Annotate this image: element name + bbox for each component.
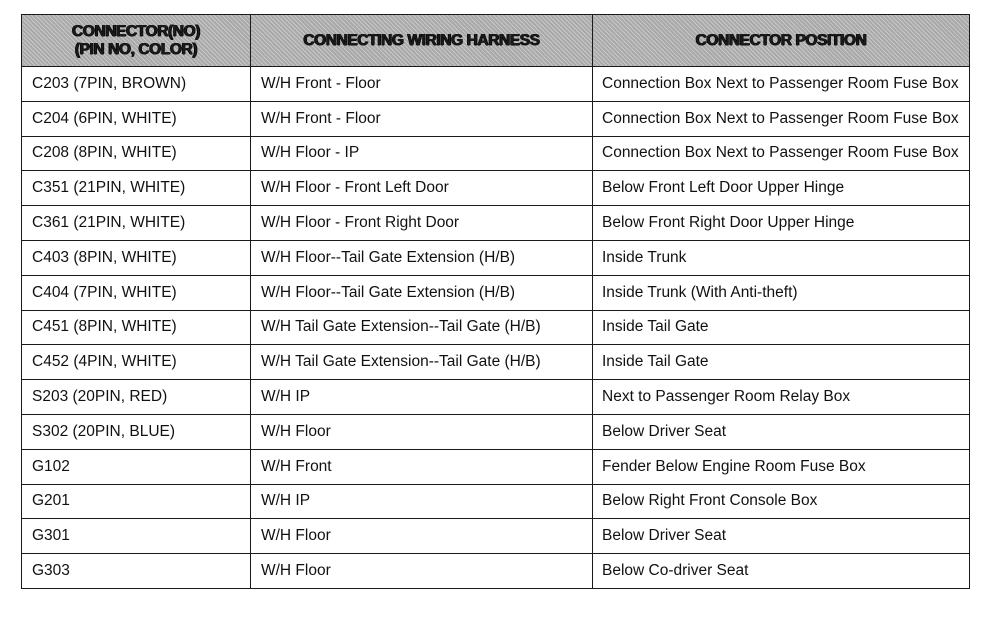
cell-harness: W/H Floor xyxy=(251,414,593,449)
table-row xyxy=(22,484,970,519)
cell-connector: C204 (6PIN, WHITE) xyxy=(22,101,251,136)
header-position: CONNECTOR POSITION xyxy=(593,15,970,67)
cell-harness: W/H Front - Floor xyxy=(251,101,593,136)
cell-position: Below Driver Seat xyxy=(593,414,970,449)
table-row xyxy=(22,206,970,241)
table-row xyxy=(22,171,970,206)
header-connector-line2: (PIN NO, COLOR) xyxy=(74,40,198,58)
cell-harness: W/H IP xyxy=(251,380,593,415)
table-header xyxy=(22,15,970,67)
cell-position: Inside Trunk xyxy=(593,240,970,275)
cell-harness: W/H Floor xyxy=(251,554,593,589)
cell-connector: C203 (7PIN, BROWN) xyxy=(22,67,251,102)
cell-connector: C404 (7PIN, WHITE) xyxy=(22,275,251,310)
table-row xyxy=(22,345,970,380)
cell-position: Below Right Front Console Box xyxy=(593,484,970,519)
cell-position: Below Front Left Door Upper Hinge xyxy=(593,171,970,206)
cell-position: Connection Box Next to Passenger Room Fuse Box xyxy=(593,101,970,136)
cell-connector: C361 (21PIN, WHITE) xyxy=(22,206,251,241)
cell-connector: G301 xyxy=(22,519,251,554)
cell-connector: C451 (8PIN, WHITE) xyxy=(22,310,251,345)
cell-harness: W/H Front - Floor xyxy=(251,67,593,102)
cell-harness: W/H Tail Gate Extension--Tail Gate (H/B) xyxy=(251,310,593,345)
cell-connector: C208 (8PIN, WHITE) xyxy=(22,136,251,171)
cell-harness: W/H Front xyxy=(251,449,593,484)
table-row xyxy=(22,519,970,554)
cell-position: Below Front Right Door Upper Hinge xyxy=(593,206,970,241)
cell-harness: W/H IP xyxy=(251,484,593,519)
cell-position: Inside Tail Gate xyxy=(593,310,970,345)
cell-connector: C403 (8PIN, WHITE) xyxy=(22,240,251,275)
cell-position: Inside Tail Gate xyxy=(593,345,970,380)
table-row xyxy=(22,275,970,310)
cell-connector: C351 (21PIN, WHITE) xyxy=(22,171,251,206)
connector-table xyxy=(21,14,970,589)
table-row xyxy=(22,310,970,345)
cell-harness: W/H Floor - Front Right Door xyxy=(251,206,593,241)
header-connector xyxy=(22,15,251,67)
table-body xyxy=(22,67,970,589)
table-row xyxy=(22,67,970,102)
header-connector-line1: CONNECTOR(NO) xyxy=(72,22,200,40)
cell-connector: S302 (20PIN, BLUE) xyxy=(22,414,251,449)
header-row xyxy=(22,15,970,67)
cell-connector: S203 (20PIN, RED) xyxy=(22,380,251,415)
header-harness: CONNECTING WIRING HARNESS xyxy=(251,15,593,67)
table-row xyxy=(22,554,970,589)
cell-connector: C452 (4PIN, WHITE) xyxy=(22,345,251,380)
table-row xyxy=(22,380,970,415)
cell-harness: W/H Tail Gate Extension--Tail Gate (H/B) xyxy=(251,345,593,380)
cell-harness: W/H Floor - IP xyxy=(251,136,593,171)
table-row xyxy=(22,240,970,275)
table-row xyxy=(22,449,970,484)
cell-position: Connection Box Next to Passenger Room Fuse Box xyxy=(593,136,970,171)
cell-position: Below Co-driver Seat xyxy=(593,554,970,589)
cell-position: Fender Below Engine Room Fuse Box xyxy=(593,449,970,484)
table-row xyxy=(22,414,970,449)
cell-connector: G201 xyxy=(22,484,251,519)
table-row xyxy=(22,136,970,171)
cell-position: Connection Box Next to Passenger Room Fuse Box xyxy=(593,67,970,102)
cell-harness: W/H Floor--Tail Gate Extension (H/B) xyxy=(251,275,593,310)
cell-position: Inside Trunk (With Anti-theft) xyxy=(593,275,970,310)
cell-connector: G303 xyxy=(22,554,251,589)
table-row xyxy=(22,101,970,136)
cell-position: Next to Passenger Room Relay Box xyxy=(593,380,970,415)
cell-harness: W/H Floor--Tail Gate Extension (H/B) xyxy=(251,240,593,275)
cell-harness: W/H Floor - Front Left Door xyxy=(251,171,593,206)
cell-connector: G102 xyxy=(22,449,251,484)
cell-harness: W/H Floor xyxy=(251,519,593,554)
cell-position: Below Driver Seat xyxy=(593,519,970,554)
